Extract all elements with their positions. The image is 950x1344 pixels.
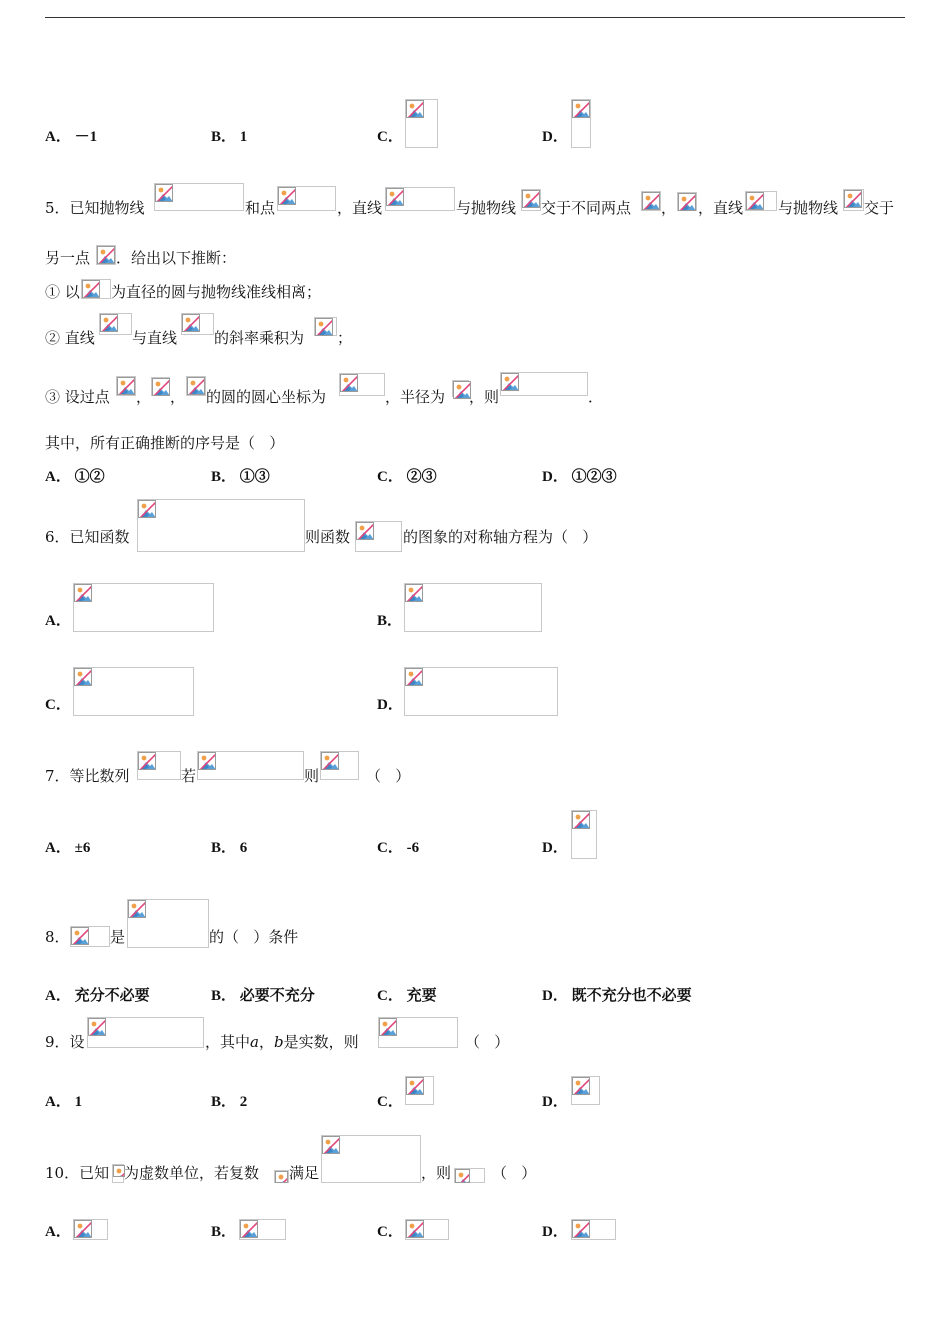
broken-image-icon xyxy=(746,192,764,210)
formula-image xyxy=(745,191,777,211)
q10-text: 满足 xyxy=(289,1164,320,1182)
formula-image xyxy=(521,189,541,211)
broken-image-icon xyxy=(128,900,146,918)
formula-image xyxy=(320,751,359,780)
q7-stem: 7．等比数列 xyxy=(45,767,130,785)
formula-image xyxy=(843,189,864,211)
formula-image xyxy=(181,313,214,335)
formula-image xyxy=(274,1170,289,1183)
q4-option-b: B． 1 xyxy=(211,129,248,145)
formula-image xyxy=(677,192,697,211)
q5-ask: 其中，所有正确推断的序号是（ ） xyxy=(45,434,285,452)
q9-option-d: D． xyxy=(542,1094,568,1110)
q9-text: （ ） xyxy=(465,1033,510,1051)
broken-image-icon xyxy=(844,190,862,208)
broken-image-icon xyxy=(321,752,339,770)
q5-text: 另一点 xyxy=(45,249,91,267)
formula-image xyxy=(571,1076,600,1105)
formula-image xyxy=(151,377,170,396)
q9-var-b: b xyxy=(273,1033,284,1051)
q5-stem: 5．已知抛物线 xyxy=(45,199,145,217)
q9-var-a: a xyxy=(250,1033,259,1051)
q5-statement-2: ② 直线 xyxy=(45,329,95,347)
formula-image xyxy=(355,521,402,552)
broken-image-icon xyxy=(406,1077,424,1095)
broken-image-icon xyxy=(501,373,519,391)
q10-option-a: A． xyxy=(45,1224,71,1240)
broken-image-icon xyxy=(406,1220,424,1238)
broken-image-icon xyxy=(275,1171,288,1183)
broken-image-icon xyxy=(315,318,333,336)
formula-image xyxy=(405,1076,434,1105)
q5-text: 与抛物线 xyxy=(778,199,839,217)
formula-image xyxy=(405,99,438,148)
q4-option-d: D． xyxy=(542,129,568,145)
formula-image xyxy=(385,187,455,211)
formula-image xyxy=(571,1219,616,1240)
q5-text: ， xyxy=(661,199,677,217)
q5-statement-2-text: 与直线 xyxy=(132,329,178,347)
broken-image-icon xyxy=(100,314,118,332)
q8-option-d: D． 既不充分也不必要 xyxy=(542,988,692,1004)
formula-image xyxy=(454,1168,485,1183)
broken-image-icon xyxy=(405,668,423,686)
q5-text: ．给出以下推断： xyxy=(116,249,237,267)
broken-image-icon xyxy=(74,584,92,602)
formula-image xyxy=(500,372,588,396)
q5-statement-3-text: ， xyxy=(170,388,186,406)
q10-text: （ ） xyxy=(492,1164,537,1182)
q9-text xyxy=(205,1033,359,1051)
q8-option-b: B． 必要不充分 xyxy=(211,988,315,1004)
q5-statement-1-text: 为直径的圆与抛物线准线相离； xyxy=(111,283,322,301)
q6-option-d: D． xyxy=(377,697,403,713)
formula-image xyxy=(197,751,304,780)
formula-image xyxy=(137,499,305,552)
formula-image xyxy=(321,1135,421,1183)
q5-text: 与抛物线 xyxy=(456,199,517,217)
broken-image-icon xyxy=(278,187,296,205)
broken-image-icon xyxy=(572,811,590,829)
formula-image xyxy=(404,583,542,632)
q5-statement-1: ① 以 xyxy=(45,283,80,301)
header-rule xyxy=(45,17,905,18)
q6-option-a: A． xyxy=(45,613,71,629)
broken-image-icon xyxy=(572,1077,590,1095)
q10-stem: 10．已知 xyxy=(45,1164,110,1182)
broken-image-icon xyxy=(138,500,156,518)
formula-image xyxy=(81,279,111,299)
broken-image-icon xyxy=(74,1220,92,1238)
formula-image xyxy=(571,99,591,148)
broken-image-icon xyxy=(406,100,424,118)
q5-text: 和点 xyxy=(245,199,276,217)
q7-option-a: A． ±6 xyxy=(45,840,91,856)
q5-statement-2-text: 的斜率乘积为 xyxy=(214,329,305,347)
formula-image xyxy=(404,667,558,716)
q5-option-a: A． ①② xyxy=(45,469,105,485)
formula-image xyxy=(314,317,337,336)
q9-option-b: B． 2 xyxy=(211,1094,248,1110)
q4-option-a: A． －1 xyxy=(45,129,98,145)
formula-image xyxy=(127,899,209,948)
broken-image-icon xyxy=(117,377,135,395)
q8-option-a: A． 充分不必要 xyxy=(45,988,150,1004)
q9-option-a: A． 1 xyxy=(45,1094,83,1110)
q7-text: （ ） xyxy=(366,767,411,785)
q9-text-part: ， xyxy=(258,1033,274,1051)
broken-image-icon xyxy=(572,1220,590,1238)
broken-image-icon xyxy=(356,522,374,540)
formula-image xyxy=(70,926,110,947)
q5-option-c: C． ②③ xyxy=(377,469,437,485)
broken-image-icon xyxy=(152,378,170,396)
q6-text: 的图象的对称轴方程为（ ） xyxy=(403,528,598,546)
formula-image xyxy=(405,1219,449,1240)
q7-option-b: B． 6 xyxy=(211,840,248,856)
formula-image xyxy=(378,1017,458,1048)
q8-text: 的（ ）条件 xyxy=(209,928,299,946)
formula-image xyxy=(137,751,181,780)
formula-image xyxy=(186,376,206,396)
broken-image-icon xyxy=(155,184,173,202)
broken-image-icon xyxy=(455,1169,470,1183)
broken-image-icon xyxy=(522,190,540,208)
q7-option-d: D． xyxy=(542,840,568,856)
broken-image-icon xyxy=(74,668,92,686)
formula-image xyxy=(571,810,597,859)
broken-image-icon xyxy=(97,246,115,264)
q5-text: ，直线 xyxy=(698,199,744,217)
q5-option-b: B． ①③ xyxy=(211,469,270,485)
q5-statement-3-text: ， xyxy=(136,388,152,406)
q6-text: 则函数 xyxy=(305,528,351,546)
broken-image-icon xyxy=(642,192,660,210)
formula-image xyxy=(73,667,194,716)
broken-image-icon xyxy=(322,1136,340,1154)
q10-text: 为虚数单位，若复数 xyxy=(124,1164,260,1182)
formula-image xyxy=(99,313,132,335)
broken-image-icon xyxy=(198,752,216,770)
q8-option-c: C． 充要 xyxy=(377,988,437,1004)
q5-statement-3-text: ，则 xyxy=(469,388,500,406)
broken-image-icon xyxy=(88,1018,106,1036)
formula-image xyxy=(277,186,336,211)
q10-option-d: D． xyxy=(542,1224,568,1240)
broken-image-icon xyxy=(240,1220,258,1238)
formula-image xyxy=(112,1164,124,1183)
q5-text: 交于 xyxy=(864,199,895,217)
formula-image xyxy=(116,376,136,396)
q10-option-c: C． xyxy=(377,1224,403,1240)
broken-image-icon xyxy=(678,193,696,211)
q6-option-c: C． xyxy=(45,697,71,713)
formula-image xyxy=(154,183,244,211)
q9-stem: 9．设 xyxy=(45,1033,85,1051)
formula-image xyxy=(73,1219,108,1240)
q5-statement-3-text: 的圆的圆心坐标为 xyxy=(206,388,327,406)
broken-image-icon xyxy=(405,584,423,602)
q5-text: 交于不同两点 xyxy=(541,199,632,217)
formula-image xyxy=(96,245,116,265)
q7-text: 若 xyxy=(181,767,197,785)
broken-image-icon xyxy=(187,377,205,395)
formula-image xyxy=(339,373,385,396)
q5-statement-3-text: ，半径为 xyxy=(385,388,446,406)
q6-stem: 6．已知函数 xyxy=(45,528,130,546)
formula-image xyxy=(239,1219,286,1240)
q5-text: ，直线 xyxy=(337,199,383,217)
q8-stem: 8． xyxy=(45,928,70,946)
q9-text-part: 是实数，则 xyxy=(283,1033,359,1051)
broken-image-icon xyxy=(386,188,404,206)
broken-image-icon xyxy=(138,752,156,770)
q9-option-c: C． xyxy=(377,1094,403,1110)
formula-image xyxy=(452,380,469,397)
formula-image xyxy=(87,1017,204,1048)
q5-statement-3: ③ 设过点 xyxy=(45,388,110,406)
broken-image-icon xyxy=(340,374,358,392)
q5-option-d: D． ①②③ xyxy=(542,469,617,485)
broken-image-icon xyxy=(71,927,89,945)
q9-text-part: ，其中 xyxy=(205,1033,251,1051)
formula-image xyxy=(641,191,661,211)
q5-statement-3-text: ． xyxy=(588,388,604,406)
broken-image-icon xyxy=(379,1018,397,1036)
q6-option-b: B． xyxy=(377,613,403,629)
formula-image xyxy=(73,583,214,632)
q4-option-c: C． xyxy=(377,129,403,145)
q7-option-c: C． -6 xyxy=(377,840,420,856)
q10-option-b: B． xyxy=(211,1224,237,1240)
q7-text: 则 xyxy=(304,767,320,785)
broken-image-icon xyxy=(82,280,100,298)
q5-statement-2-text: ； xyxy=(337,329,353,347)
q8-text: 是 xyxy=(110,928,126,946)
broken-image-icon xyxy=(182,314,200,332)
q10-text: ，则 xyxy=(421,1164,452,1182)
broken-image-icon xyxy=(572,100,590,118)
